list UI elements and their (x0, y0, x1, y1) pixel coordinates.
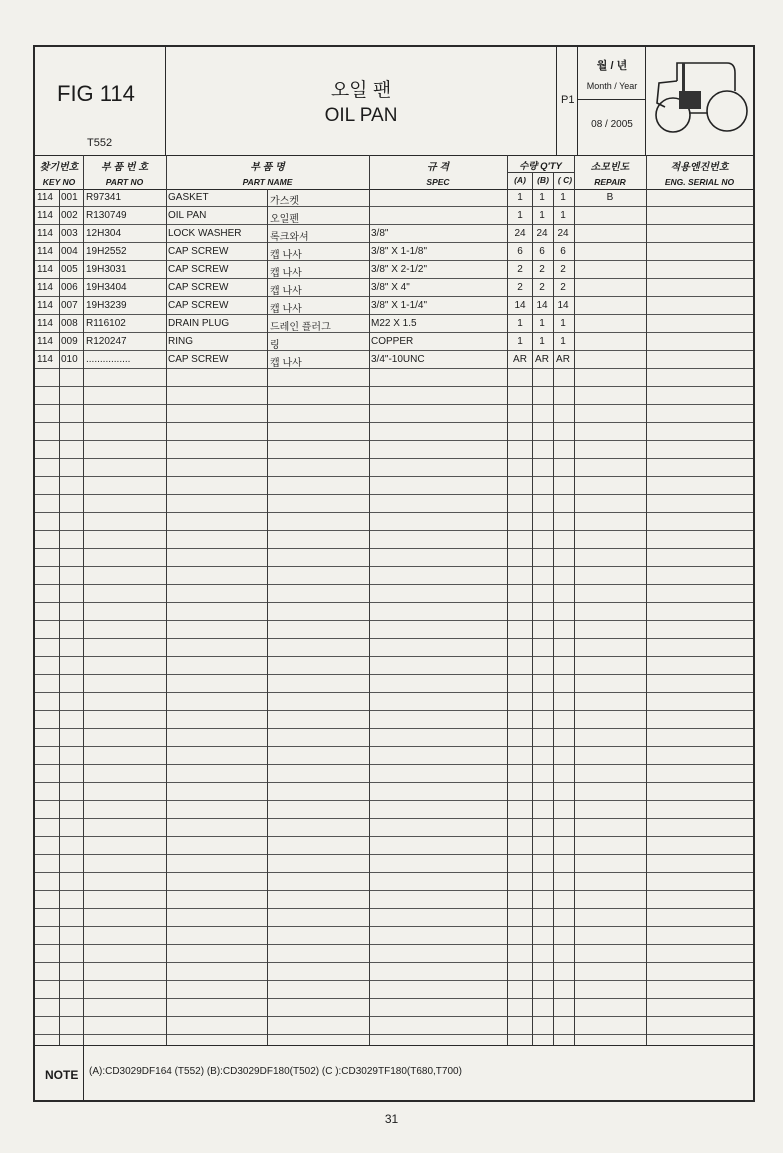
part-name-ko: 록크와셔 (270, 232, 309, 243)
fig-number: 114 (37, 264, 53, 275)
col-repair-ko: 소모빈도 (590, 162, 630, 173)
part-name-en: OIL PAN (168, 210, 207, 221)
qty-a-value: 2 (517, 264, 523, 275)
part-name-en: CAP SCREW (168, 264, 229, 275)
part-name-en: LOCK WASHER (168, 228, 242, 239)
part-number: 19H3031 (86, 264, 127, 275)
qty-a-value: 24 (514, 228, 526, 239)
fig-number: 114 (37, 300, 53, 311)
key-number: 001 (61, 192, 78, 203)
fig-number: 114 (37, 336, 53, 347)
qty-c-value: 14 (557, 300, 569, 311)
fig-number: 114 (37, 246, 53, 257)
page-number: 31 (384, 1112, 399, 1126)
spec-value: 3/8" X 2-1/2" (371, 264, 428, 275)
col-header-serial (646, 155, 753, 189)
qty-c-value: 1 (560, 336, 566, 347)
qty-c-value: 1 (560, 318, 566, 329)
date-value: 08 / 2005 (591, 119, 633, 130)
col-qty-c: ( C) (557, 175, 573, 185)
qty-a-value: 6 (517, 246, 523, 257)
qty-b-value: 2 (539, 282, 545, 293)
fig-label: FIG 114 (57, 81, 135, 106)
part-number: R97341 (86, 192, 122, 203)
col-part-ko: 부 품 번 호 (101, 162, 148, 173)
col-spec-en: SPEC (426, 177, 450, 187)
key-number: 005 (61, 264, 78, 275)
fig-number: 114 (37, 192, 53, 203)
col-serial-ko: 적용엔진번호 (670, 162, 729, 173)
part-name-ko: 캡 나사 (270, 304, 302, 315)
qty-b-value: 1 (539, 336, 545, 347)
model-label: T552 (87, 137, 113, 149)
part-number: 19H3239 (86, 300, 127, 311)
qty-a-value: 2 (517, 282, 523, 293)
col-name-en: PART NAME (242, 177, 293, 187)
qty-a-value: AR (513, 354, 527, 365)
part-name-en: CAP SCREW (168, 246, 229, 257)
key-number: 010 (61, 354, 78, 365)
note-section (35, 1045, 753, 1101)
spec-value: 3/8" X 1-1/4" (371, 300, 428, 311)
col-header-part (83, 155, 166, 189)
fig-number: 114 (37, 282, 53, 293)
date-cell (578, 47, 646, 155)
part-name-en: CAP SCREW (168, 282, 229, 293)
spec-value: M22 X 1.5 (371, 318, 417, 329)
col-qty-a: (A) (514, 175, 526, 185)
part-number: R116102 (86, 318, 126, 329)
fig-number: 114 (37, 210, 53, 221)
col-part-en: PART NO (105, 177, 144, 187)
title-cell (166, 47, 557, 155)
qty-b-value: 1 (539, 192, 545, 203)
qty-b-value: 24 (536, 228, 548, 239)
col-spec-ko: 규 격 (426, 162, 450, 173)
col-name-ko: 부 품 명 (250, 162, 285, 173)
spec-value: 3/8" X 4" (371, 282, 410, 293)
key-number: 009 (61, 336, 78, 347)
col-header-spec (369, 155, 507, 189)
date-label-en: Month / Year (586, 81, 638, 91)
qty-a-value: 1 (517, 336, 523, 347)
parts-sheet (33, 45, 755, 1102)
date-label (578, 47, 646, 100)
part-name-ko: 캡 나사 (270, 268, 302, 279)
fig-number: 114 (37, 228, 53, 239)
qty-b-value: 1 (539, 318, 545, 329)
part-name-ko: 캡 나사 (270, 358, 302, 369)
note-label: NOTE (45, 1068, 79, 1082)
col-header-key (35, 155, 83, 189)
qty-c-value: 1 (560, 210, 566, 221)
date-label-ko: 월 / 년 (596, 60, 628, 72)
qty-c-value: 2 (560, 264, 566, 275)
title-english: OIL PAN (324, 105, 398, 126)
part-number: 12H304 (86, 228, 122, 239)
page-cell (557, 47, 578, 155)
key-number: 008 (61, 318, 78, 329)
col-repair-en: REPAIR (594, 177, 626, 187)
key-number: 004 (61, 246, 78, 257)
fig-number: 114 (37, 318, 53, 329)
qty-a-value: 1 (517, 192, 523, 203)
part-name-en: GASKET (168, 192, 209, 203)
tractor-image-cell (646, 47, 753, 155)
part-number: 19H3404 (86, 282, 127, 293)
qty-b-value: 2 (539, 264, 545, 275)
col-key-ko: 찾기번호 (39, 162, 79, 173)
qty-b-value: 14 (536, 300, 548, 311)
part-number: R130749 (86, 210, 127, 221)
spec-value: COPPER (371, 336, 414, 347)
key-number: 002 (61, 210, 78, 221)
spec-value: 3/8" (371, 228, 389, 239)
part-name-en: RING (168, 336, 193, 347)
fig-cell (35, 47, 166, 155)
key-number: 006 (61, 282, 78, 293)
spec-value: 3/8" X 1-1/8" (371, 246, 428, 257)
part-number: R120247 (86, 336, 127, 347)
col-serial-en: ENG. SERIAL NO (664, 177, 735, 187)
part-name-ko: 오일펜 (270, 214, 299, 225)
part-name-ko: 캡 나사 (270, 250, 302, 261)
key-number: 003 (61, 228, 78, 239)
col-header-name (166, 155, 369, 189)
qty-a-value: 1 (517, 210, 523, 221)
qty-b-value: AR (535, 354, 549, 365)
col-header-qty: 수량 Q'TY (519, 161, 562, 172)
qty-c-value: 6 (560, 246, 566, 257)
part-name-ko: 드레인 플러그 (270, 322, 331, 333)
qty-c-value: 2 (560, 282, 566, 293)
title-korean: 오일 팬 (330, 80, 392, 101)
part-name-ko: 링 (270, 340, 280, 351)
fig-number: 114 (37, 354, 53, 365)
qty-c-value: AR (556, 354, 570, 365)
qty-c-value: 24 (557, 228, 569, 239)
qty-a-value: 1 (517, 318, 523, 329)
page-indicator: P1 (561, 94, 575, 106)
part-number: ................ (86, 354, 131, 365)
part-number: 19H2552 (86, 246, 127, 257)
tractor-icon (649, 51, 749, 151)
repair-value: B (606, 192, 614, 203)
part-name-en: CAP SCREW (168, 354, 229, 365)
part-name-en: CAP SCREW (168, 300, 229, 311)
part-name-ko: 가스켓 (270, 196, 299, 207)
col-qty-b: (B) (537, 175, 549, 185)
part-name-en: DRAIN PLUG (168, 318, 230, 329)
spec-value: 3/4"-10UNC (371, 354, 425, 365)
part-name-ko: 캡 나사 (270, 286, 302, 297)
qty-a-value: 14 (514, 300, 526, 311)
col-header-repair (574, 155, 646, 189)
qty-c-value: 1 (560, 192, 566, 203)
qty-b-value: 6 (539, 246, 545, 257)
key-number: 007 (61, 300, 78, 311)
sheet-header (35, 47, 753, 156)
col-key-en: KEY NO (42, 177, 76, 187)
note-text: (A):CD3029DF164 (T552) (B):CD3029DF180(T502) (C ):CD3029TF180(T680,T700) (89, 1066, 462, 1077)
qty-b-value: 1 (539, 210, 545, 221)
